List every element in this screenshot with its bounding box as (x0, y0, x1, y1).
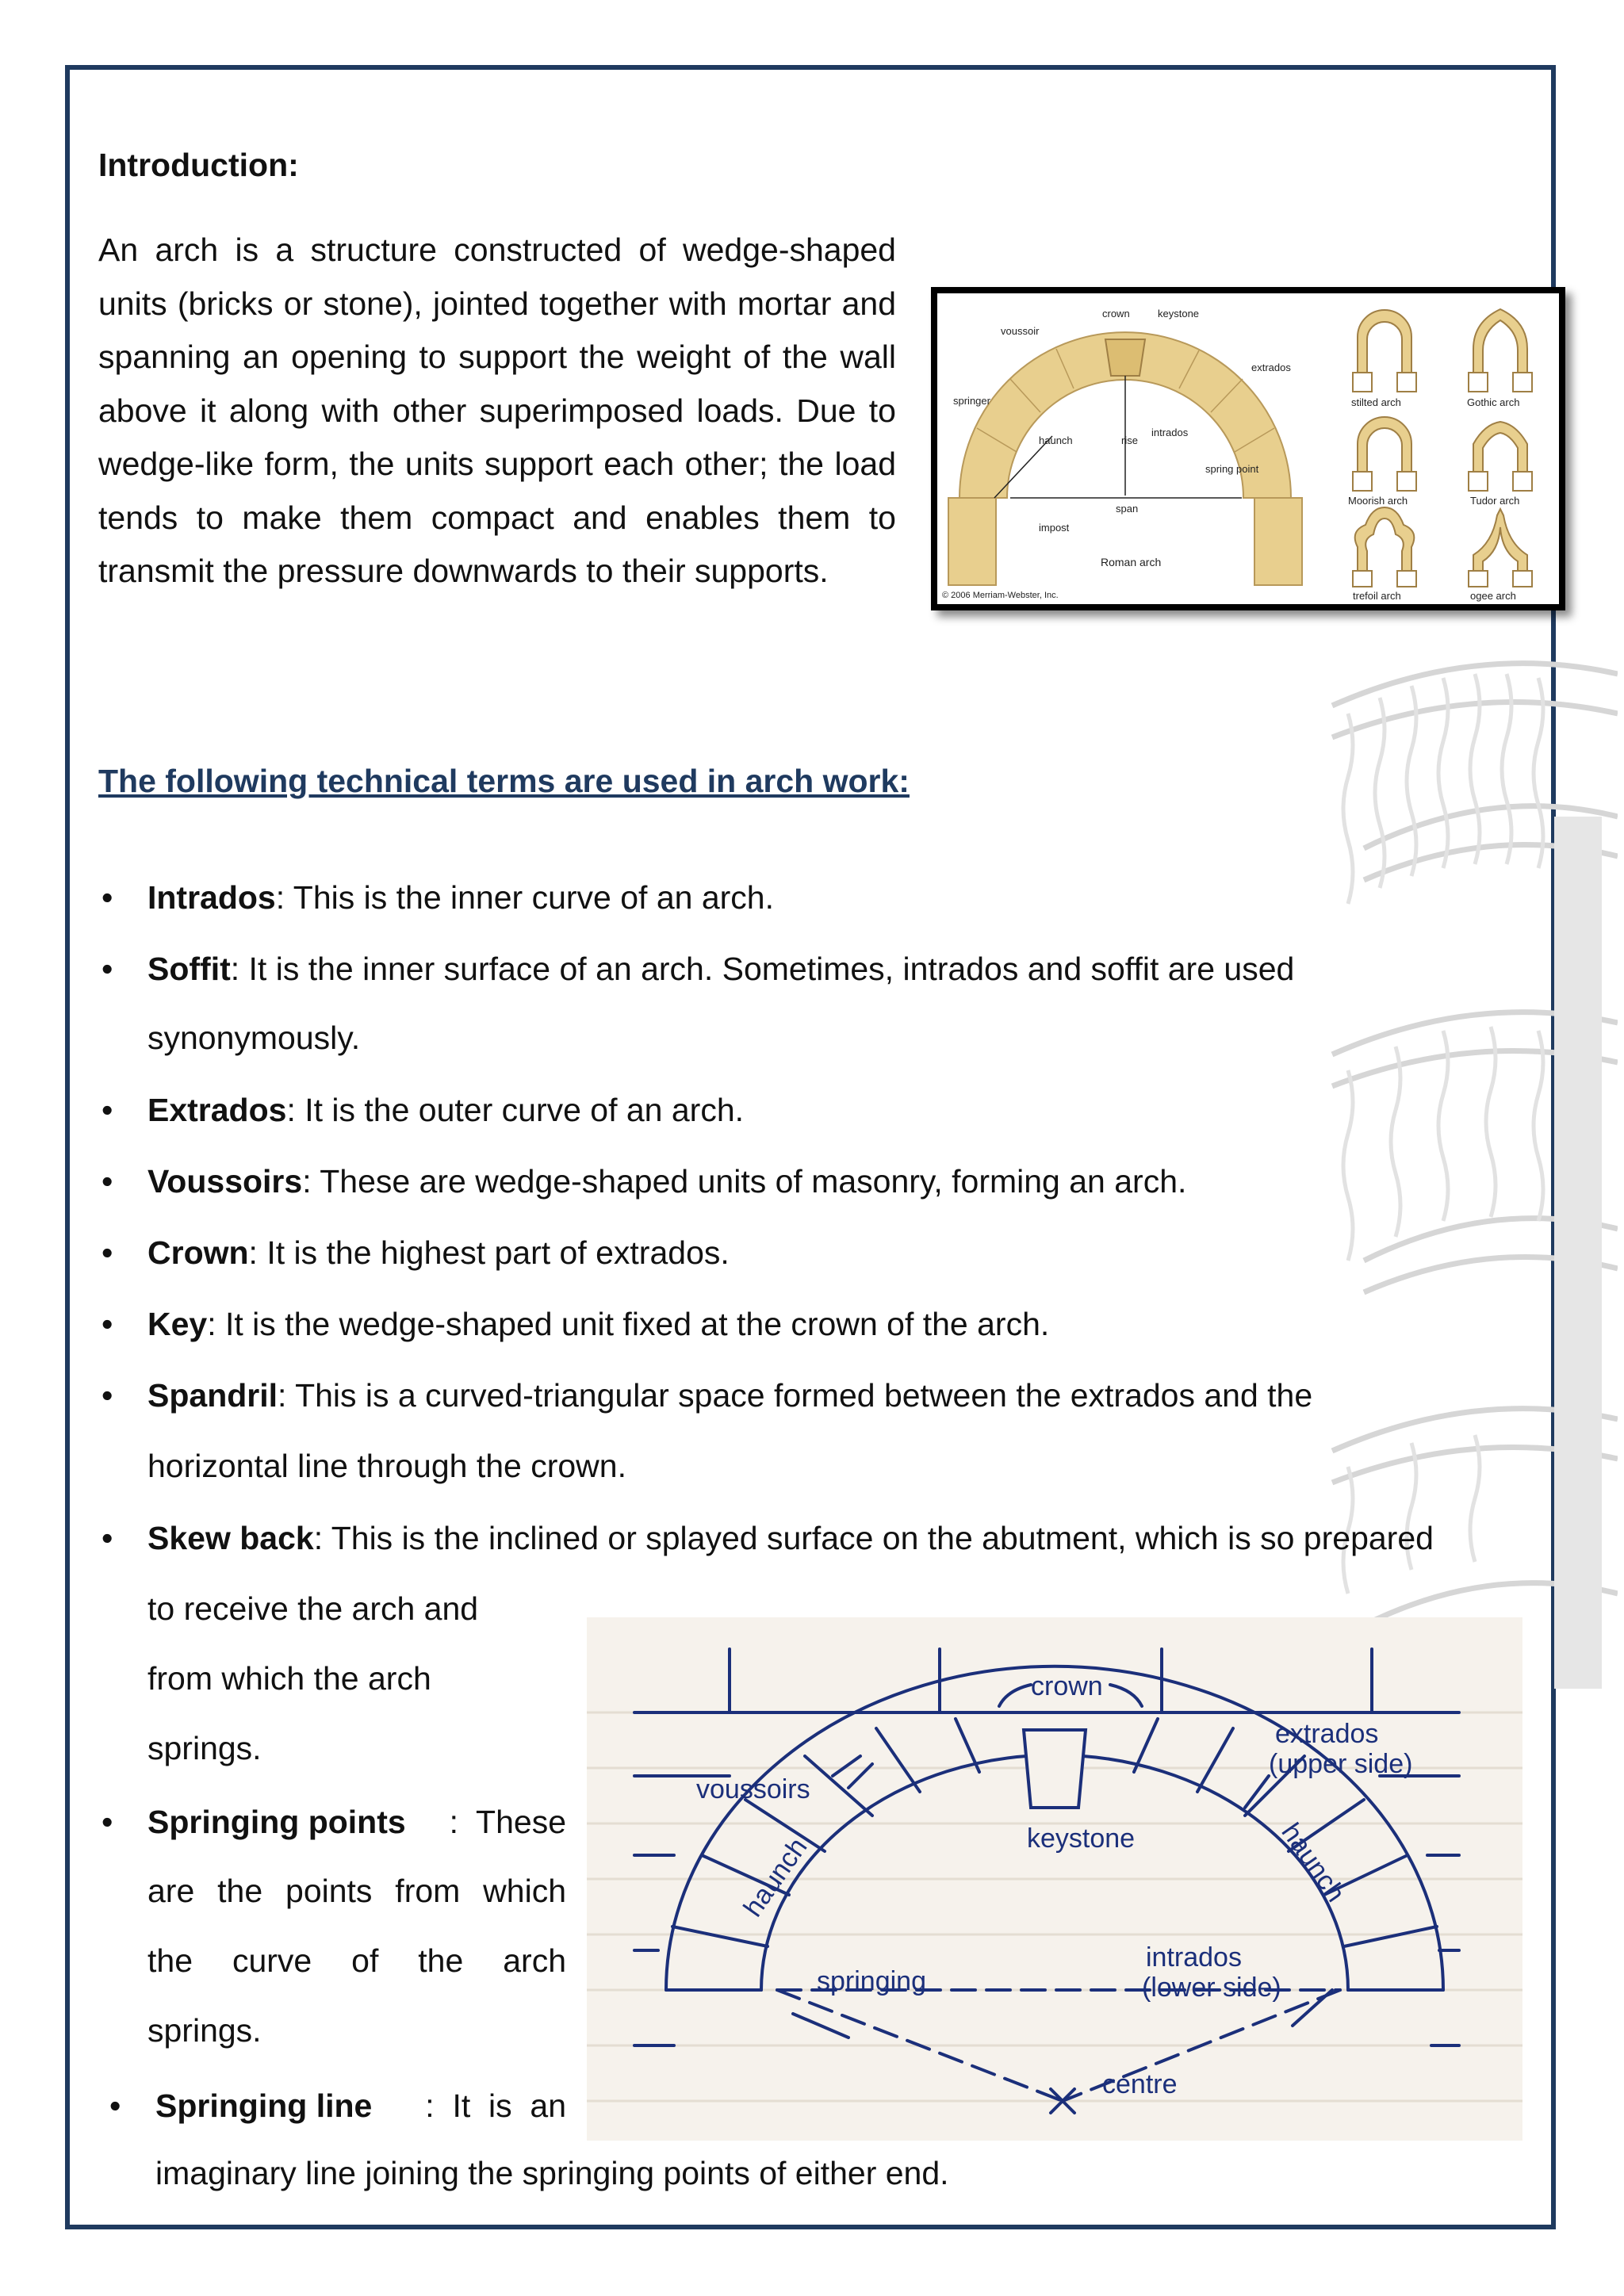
label-gothic-arch: Gothic arch (1467, 396, 1520, 408)
label-keystone: keystone (1027, 1823, 1136, 1854)
arch-terminology-figure (931, 287, 1565, 610)
term-name: Skew back (147, 1520, 314, 1556)
label-springer: springer (953, 395, 990, 407)
term-continuation: springs. (147, 1730, 262, 1766)
term-name: Springing points (147, 1804, 406, 1840)
label-span: span (1116, 503, 1139, 515)
term-definition: : This is the inclined or splayed surface on the abutment, which is so prepared (313, 1520, 1434, 1556)
label-springing: springing (817, 1966, 926, 1996)
label-spring-point: spring point (1205, 463, 1259, 475)
bullet-icon: • (102, 1804, 113, 1840)
bullet-icon: • (102, 1092, 113, 1128)
label-rise: rise (1121, 434, 1138, 446)
term-continuation: from which the arch (147, 1660, 431, 1697)
label-haunch-right: haunch (1275, 1817, 1351, 1908)
label-centre: centre (1102, 2069, 1178, 2099)
term-definition: : It is the outer curve of an arch. (286, 1092, 745, 1128)
term-definition: : These are wedge-shaped units of masonry, forming an arch. (302, 1163, 1187, 1200)
bullet-icon: • (102, 1520, 113, 1556)
arch-parts-sketch (587, 1617, 1522, 2141)
bullet-icon: • (102, 951, 113, 987)
label-tudor-arch: Tudor arch (1470, 495, 1520, 507)
term-name: Voussoirs (147, 1163, 303, 1200)
term-continuation: the curve of the arch (147, 1942, 566, 1979)
bullet-icon: • (102, 879, 113, 916)
label-voussoirs: voussoirs (696, 1774, 810, 1804)
label-stilted-arch: stilted arch (1351, 396, 1401, 408)
label-crown: crown (1102, 308, 1130, 320)
bullet-icon: • (102, 1306, 113, 1342)
term-continuation: imaginary line joining the springing points of either end. (155, 2155, 949, 2191)
label-voussoir: voussoir (1001, 325, 1040, 337)
term-continuation: synonymously. (147, 1020, 361, 1056)
label-impost: impost (1039, 522, 1070, 534)
label-trefoil-arch: trefoil arch (1353, 590, 1401, 602)
label-ogee-arch: ogee arch (1470, 590, 1516, 602)
term-name: Extrados (147, 1092, 287, 1128)
bullet-icon: • (102, 1163, 113, 1200)
label-crown: crown (1031, 1671, 1103, 1701)
label-extrados: extrados (1275, 1719, 1379, 1749)
label-haunch: haunch (1039, 434, 1073, 446)
term-name: Crown (147, 1234, 249, 1271)
term-continuation: are the points from which (147, 1873, 566, 1909)
term-definition: : It is the highest part of extrados. (248, 1234, 730, 1271)
label-intrados: intrados (1146, 1942, 1242, 1973)
term-name: Springing line (155, 2087, 373, 2124)
term-continuation: horizontal line through the crown. (147, 1448, 626, 1484)
roman-arch-drawing (942, 308, 1302, 600)
term-name: Spandril (147, 1377, 278, 1414)
label-haunch-left: haunch (737, 1832, 814, 1923)
term-definition: : It is the inner surface of an arch. Sometimes, intrados and soffit are used (230, 951, 1295, 987)
intro-heading: Introduction: (98, 147, 299, 183)
term-definition: : These (449, 1804, 566, 1840)
label-moorish-arch: Moorish arch (1348, 495, 1408, 507)
term-continuation: to receive the arch and (147, 1590, 479, 1627)
term-continuation: springs. (147, 2012, 262, 2049)
bullet-icon: • (102, 1377, 113, 1414)
term-definition: : It is the wedge-shaped unit fixed at the crown of the arch. (207, 1306, 1050, 1342)
term-definition: : This is a curved-triangular space formed between the extrados and the (278, 1377, 1313, 1414)
intro-paragraph: An arch is a structure constructed of wedge-shaped units (bricks or stone), jointed together with mortar and spanning an opening to support the weight of the wall above it along with other superimposed loads. Due to wedge-like form, the units support each other; the load tends to make them compact and enables them to transmit the pressure downwards to their supports. (98, 232, 896, 589)
copyright-notice: © 2006 Merriam-Webster, Inc. (942, 591, 1059, 600)
term-definition: : It is an (425, 2087, 566, 2124)
terms-heading: The following technical terms are used in arch work: (98, 763, 910, 799)
bullet-icon: • (102, 1234, 113, 1271)
label-intrados: intrados (1151, 427, 1189, 438)
term-definition: : This is the inner curve of an arch. (275, 879, 774, 916)
term-name: Key (147, 1306, 208, 1342)
term-name: Soffit (147, 951, 231, 987)
term-name: Intrados (147, 879, 276, 916)
label-extrados-sub: (upper side) (1269, 1749, 1413, 1779)
label-keystone: keystone (1158, 308, 1200, 320)
label-intrados-sub: (lower side) (1142, 1973, 1281, 2003)
label-roman-arch: Roman arch (1101, 556, 1162, 568)
label-extrados: extrados (1251, 362, 1291, 373)
bullet-icon: • (109, 2087, 121, 2124)
